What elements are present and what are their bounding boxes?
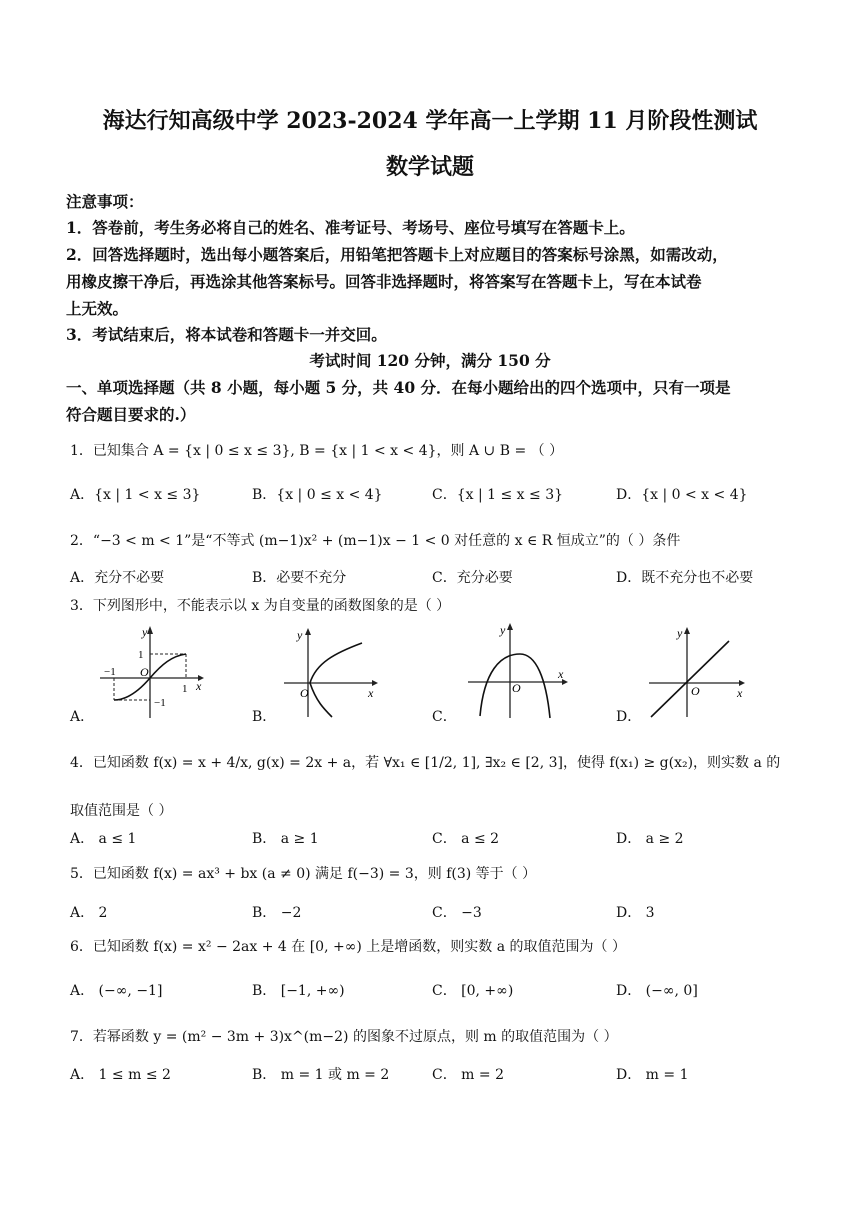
- question-1-option-c[interactable]: C．{x | 1 ≤ x ≤ 3}: [432, 487, 564, 503]
- question-4-option-b[interactable]: B． a ≥ 1: [252, 831, 319, 847]
- question-6-option-c[interactable]: C． [0, +∞): [432, 983, 514, 999]
- graph-a-y-label: y: [142, 625, 148, 639]
- question-1-option-b[interactable]: B．{x | 0 ≤ x < 4}: [252, 487, 383, 503]
- question-1-stem: 1．已知集合 A = {x | 0 ≤ x ≤ 3}, B = {x | 1 < x < 4}，则 A ∪ B = （ ）: [70, 443, 564, 459]
- question-5-option-d[interactable]: D． 3: [616, 905, 655, 921]
- section-heading-cont: 符合题目要求的.）: [66, 405, 196, 424]
- question-7-option-c[interactable]: C． m = 2: [432, 1067, 504, 1083]
- graph-c-y-label: y: [500, 623, 506, 637]
- question-6-stem: 6．已知函数 f(x) = x² − 2ax + 4 在 [0, +∞) 上是增函数，则实数 a 的取值范围为（ ）: [70, 939, 626, 955]
- question-4-option-d[interactable]: D． a ≥ 2: [616, 831, 684, 847]
- question-3-option-a[interactable]: A．: [70, 709, 95, 725]
- question-4-stem-cont: 取值范围是（ ）: [70, 803, 173, 819]
- question-6-option-d[interactable]: D． (−∞, 0]: [616, 983, 698, 999]
- graph-a-x-label: x: [196, 679, 202, 693]
- question-1-option-a[interactable]: A．{x | 1 < x ≤ 3}: [70, 487, 201, 503]
- notice-item: 2．回答选择题时，选出每小题答案后，用铅笔把答题卡上对应题目的答案标号涂黑，如需改动，: [66, 245, 728, 264]
- graph-d-y-label: y: [677, 626, 683, 640]
- graph-d-x-label: x: [737, 686, 743, 700]
- graph-a-tick-neg1-y: −1: [154, 697, 166, 709]
- question-3-graph-b[interactable]: [280, 625, 380, 724]
- question-3-option-c[interactable]: C．: [432, 709, 457, 725]
- question-6-option-a[interactable]: A． (−∞, −1]: [70, 983, 163, 999]
- question-7-option-a[interactable]: A． 1 ≤ m ≤ 2: [70, 1067, 171, 1083]
- section-heading: 一、单项选择题（共 8 小题，每小题 5 分，共 40 分．在每小题给出的四个选项中，只有一项是: [66, 378, 731, 397]
- graph-c-origin: O: [512, 681, 521, 695]
- question-5-option-a[interactable]: A． 2: [70, 905, 108, 921]
- question-2-stem: 2．“−3 < m < 1”是“不等式 (m−1)x² + (m−1)x − 1 < 0 对任意的 x ∈ R 恒成立”的（ ）条件: [70, 533, 681, 549]
- question-5-stem: 5．已知函数 f(x) = ax³ + bx (a ≠ 0) 满足 f(−3) = 3，则 f(3) 等于（ ）: [70, 866, 537, 882]
- graph-a-tick-1: 1: [138, 649, 144, 661]
- notice-item: 1．答卷前，考生务必将自己的姓名、准考证号、考场号、座位号填写在答题卡上。: [66, 218, 635, 237]
- graph-a-tick-neg1: −1: [104, 666, 116, 678]
- graph-c-x-label: x: [558, 667, 564, 681]
- question-2-option-c[interactable]: C．充分必要: [432, 570, 513, 586]
- graph-b-origin: O: [300, 686, 309, 700]
- exam-time-info: 考试时间 120 分钟，满分 150 分: [309, 351, 551, 370]
- question-2-option-a[interactable]: A．充分不必要: [70, 570, 165, 586]
- question-5-option-c[interactable]: C． −3: [432, 905, 482, 921]
- notice-item: 上无效。: [66, 299, 129, 318]
- question-6-option-b[interactable]: B． [−1, +∞): [252, 983, 345, 999]
- question-4-option-c[interactable]: C． a ≤ 2: [432, 831, 500, 847]
- question-2-option-d[interactable]: D．既不充分也不必要: [616, 570, 754, 586]
- question-3-graph-a[interactable]: [98, 620, 208, 724]
- page-subtitle: 数学试题: [385, 154, 474, 180]
- question-4-stem: 4．已知函数 f(x) = x + 4/x, g(x) = 2x + a，若 ∀x₁ ∈ [1/2, 1], ∃x₂ ∈ [2, 3]，使得 f(x₁) ≥ g(x₂)，则实数 a 的: [70, 755, 781, 771]
- notice-item: 3．考试结束后，将本试卷和答题卡一并交回。: [66, 325, 387, 344]
- question-4-option-a[interactable]: A． a ≤ 1: [70, 831, 137, 847]
- question-7-option-d[interactable]: D． m = 1: [616, 1067, 689, 1083]
- graph-d-origin: O: [691, 684, 700, 698]
- question-1-option-d[interactable]: D．{x | 0 < x < 4}: [616, 487, 748, 503]
- graph-a-origin: O: [140, 665, 149, 679]
- question-5-option-b[interactable]: B． −2: [252, 905, 302, 921]
- notice-item: 用橡皮擦干净后，再选涂其他答案标号。回答非选择题时，将答案写在答题卡上，写在本试卷: [66, 272, 702, 291]
- question-3-stem: 3．下列图形中，不能表示以 x 为自变量的函数图象的是（ ）: [70, 598, 451, 614]
- question-7-option-b[interactable]: B． m = 1 或 m = 2: [252, 1067, 390, 1083]
- graph-a-tick-1-x: 1: [182, 683, 188, 695]
- graph-b-y-label: y: [297, 628, 303, 642]
- notice-heading: 注意事项：: [66, 192, 144, 211]
- question-7-stem: 7．若幂函数 y = (m² − 3m + 3)x^(m−2) 的图象不过原点，则 m 的取值范围为（ ）: [70, 1029, 618, 1045]
- question-3-graph-c[interactable]: [462, 620, 572, 724]
- page-title: 海达行知高级中学 2023-2024 学年高一上学期 11 月阶段性测试: [102, 108, 758, 134]
- question-3-option-d[interactable]: D．: [616, 709, 642, 725]
- question-3-graph-d[interactable]: [645, 625, 750, 724]
- graph-b-x-label: x: [368, 686, 374, 700]
- question-2-option-b[interactable]: B．必要不充分: [252, 570, 347, 586]
- question-3-option-b[interactable]: B．: [252, 709, 277, 725]
